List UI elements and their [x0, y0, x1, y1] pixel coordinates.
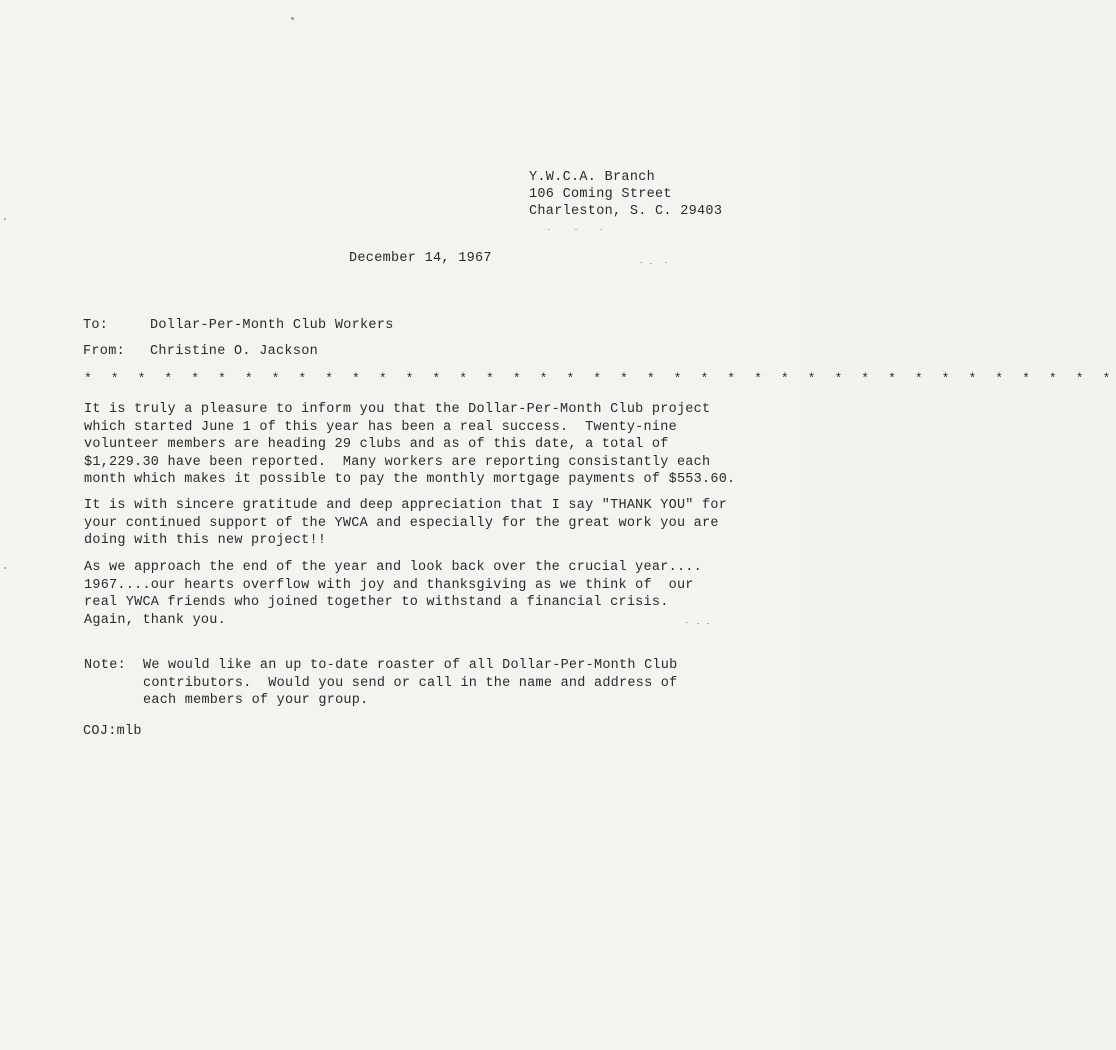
to-value: Dollar-Per-Month Club Workers [150, 318, 394, 333]
paragraph-line: 1967....our hearts overflow with joy and thanksgiving as we think of our [84, 577, 694, 593]
from-value: Christine O. Jackson [150, 344, 319, 359]
paragraph-line: volunteer members are heading 29 clubs and as of this date, a total of [84, 437, 669, 452]
paragraph-line: which started June 1 of this year has been a real success. Twenty-nine [84, 419, 677, 435]
paper-speck [650, 263, 652, 264]
paper-speck [4, 218, 6, 220]
letterhead-line-2: 106 Coming Street [529, 187, 672, 202]
letterhead-line-3: Charleston, S. C. 29403 [529, 204, 723, 219]
from-label: From: [83, 344, 126, 359]
letterhead-line-1: Y.W.C.A. Branch [529, 170, 656, 185]
paragraph-line: It is with sincere gratitude and deep appreciation that I say "THANK YOU" for [84, 498, 728, 513]
note-label: Note: [84, 658, 127, 673]
paragraph-line: $1,229.30 have been reported. Many workers are reporting consistantly each [84, 454, 711, 470]
paper-speck [575, 229, 577, 230]
separator-stars: * * * * * * * * * * * * * * * * * * * * * * * * * * * * * * * * * * * * * * * [84, 371, 1116, 386]
paragraph-line: As we approach the end of the year and look back over the crucial year.... [84, 560, 702, 575]
note-line: each members of your group. [143, 693, 369, 708]
paragraph-line: doing with this new project!! [84, 533, 327, 548]
paper-speck [291, 17, 294, 20]
paragraph-line: real YWCA friends who joined together to withstand a financial crisis. [84, 595, 669, 610]
paper-speck [707, 623, 709, 624]
letter-date: December 14, 1967 [349, 251, 492, 266]
typist-initials: COJ:mlb [83, 724, 142, 739]
paper-speck [686, 622, 688, 623]
paragraph-3 [84, 559, 764, 629]
paragraph-2 [84, 497, 764, 550]
paper-speck [697, 623, 699, 624]
note-body [143, 657, 677, 710]
note-line: contributors. Would you send or call in the name and address of [143, 675, 678, 691]
paper-speck [665, 262, 667, 263]
paragraph-1 [84, 401, 764, 489]
paper-speck [600, 229, 602, 230]
note-line: We would like an up to-date roaster of all Dollar-Per-Month Club [143, 658, 678, 673]
paper-speck [4, 567, 6, 569]
paragraph-line: It is truly a pleasure to inform you that the Dollar-Per-Month Club project [84, 402, 711, 417]
paper-speck [548, 229, 550, 230]
paragraph-line: Again, thank you. [84, 612, 226, 628]
paragraph-line: your continued support of the YWCA and especially for the great work you are [84, 515, 719, 531]
paragraph-line: month which makes it possible to pay the monthly mortgage payments of $553.60. [84, 472, 736, 487]
to-label: To: [83, 318, 109, 333]
paper-speck [640, 262, 642, 263]
